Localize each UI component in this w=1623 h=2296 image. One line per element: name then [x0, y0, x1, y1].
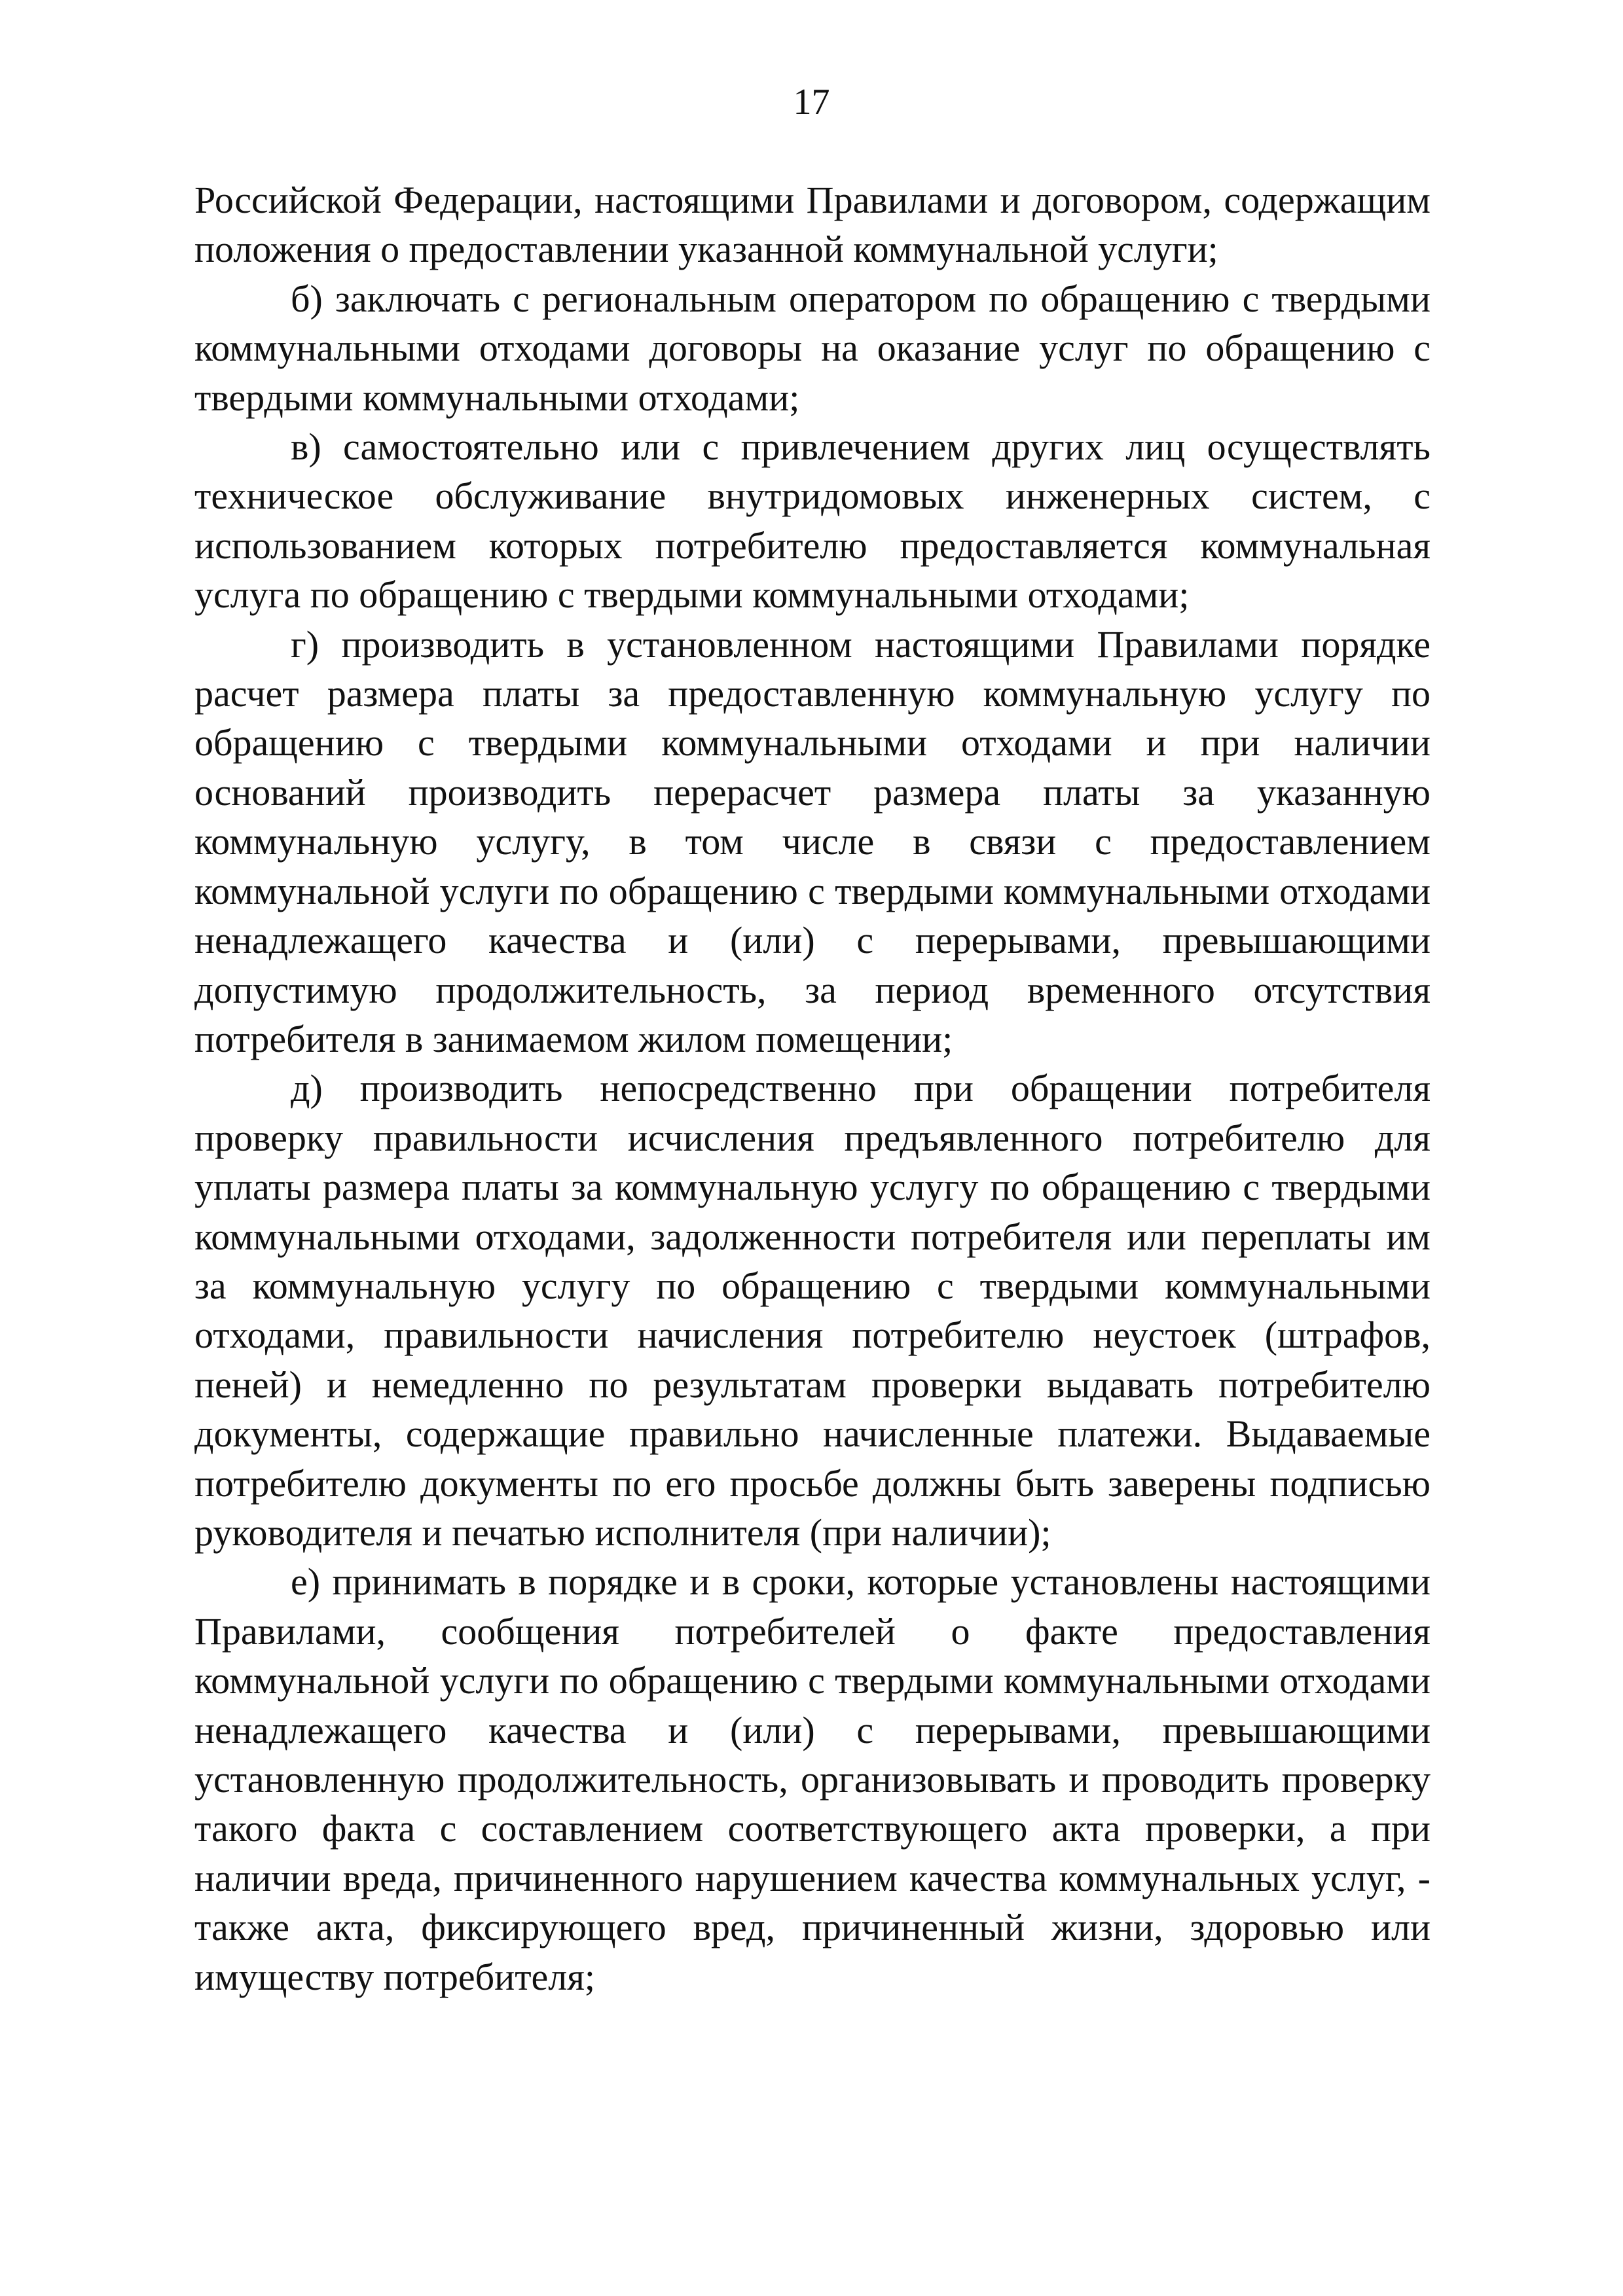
paragraph-continuation: Российской Федерации, настоящими Правилами и договором, содержащим положения о предоставлении указанной коммунальной услуги;	[194, 179, 1431, 271]
page-number: 17	[793, 82, 830, 122]
paragraph-item-e: е) принимать в порядке и в сроки, которые установлены настоящими Правилами, сообщения потребителей о факте предоставления коммунальной услуги по обращению с твердыми коммунальными отходами ненадлежащего качества и (или) с перерывами, превышающими установленную продолжительность, организовывать и проводить проверку такого факта с составлением соответствующего акта проверки, а при наличии вреда, причиненного нарушением качества коммунальных услуг, - также акта, фиксирующего вред, причиненный жизни, здоровью или имуществу потребителя;	[194, 1560, 1431, 1998]
paragraph-item-v: в) самостоятельно или с привлечением других лиц осуществлять техническое обслуживание внутридомовых инженерных систем, с использованием которых потребителю предоставляется коммунальная услуга по обращению с твердыми коммунальными отходами;	[194, 425, 1431, 617]
paragraph-item-d: д) производить непосредственно при обращении потребителя проверку правильности исчисления предъявленного потребителю для уплаты размера платы за коммунальную услугу по обращению с твердыми коммунальными отходами, задолженности потребителя или переплаты им за коммунальную услугу по обращению с твердыми коммунальными отходами, правильности начисления потребителю неустоек (штрафов, пеней) и немедленно по результатам проверки выдавать потребителю документы, содержащие правильно начисленные платежи. Выдаваемые потребителю документы по его просьбе должны быть заверены подписью руководителя и печатью исполнителя (при наличии);	[194, 1067, 1431, 1554]
paragraph-item-g: г) производить в установленном настоящими Правилами порядке расчет размера платы за предоставленную коммунальную услугу по обращению с твердыми коммунальными отходами и при наличии оснований производить перерасчет размера платы за указанную коммунальную услугу, в том числе в связи с предоставлением коммунальной услуги по обращению с твердыми коммунальными отходами ненадлежащего качества и (или) с перерывами, превышающими допустимую продолжительность, за период временного отсутствия потребителя в занимаемом жилом помещении;	[194, 622, 1431, 1060]
document-body	[194, 175, 1431, 2001]
paragraph-item-b: б) заключать с региональным оператором по обращению с твердыми коммунальными отходами договоры на оказание услуг по обращению с твердыми коммунальными отходами;	[194, 277, 1431, 419]
